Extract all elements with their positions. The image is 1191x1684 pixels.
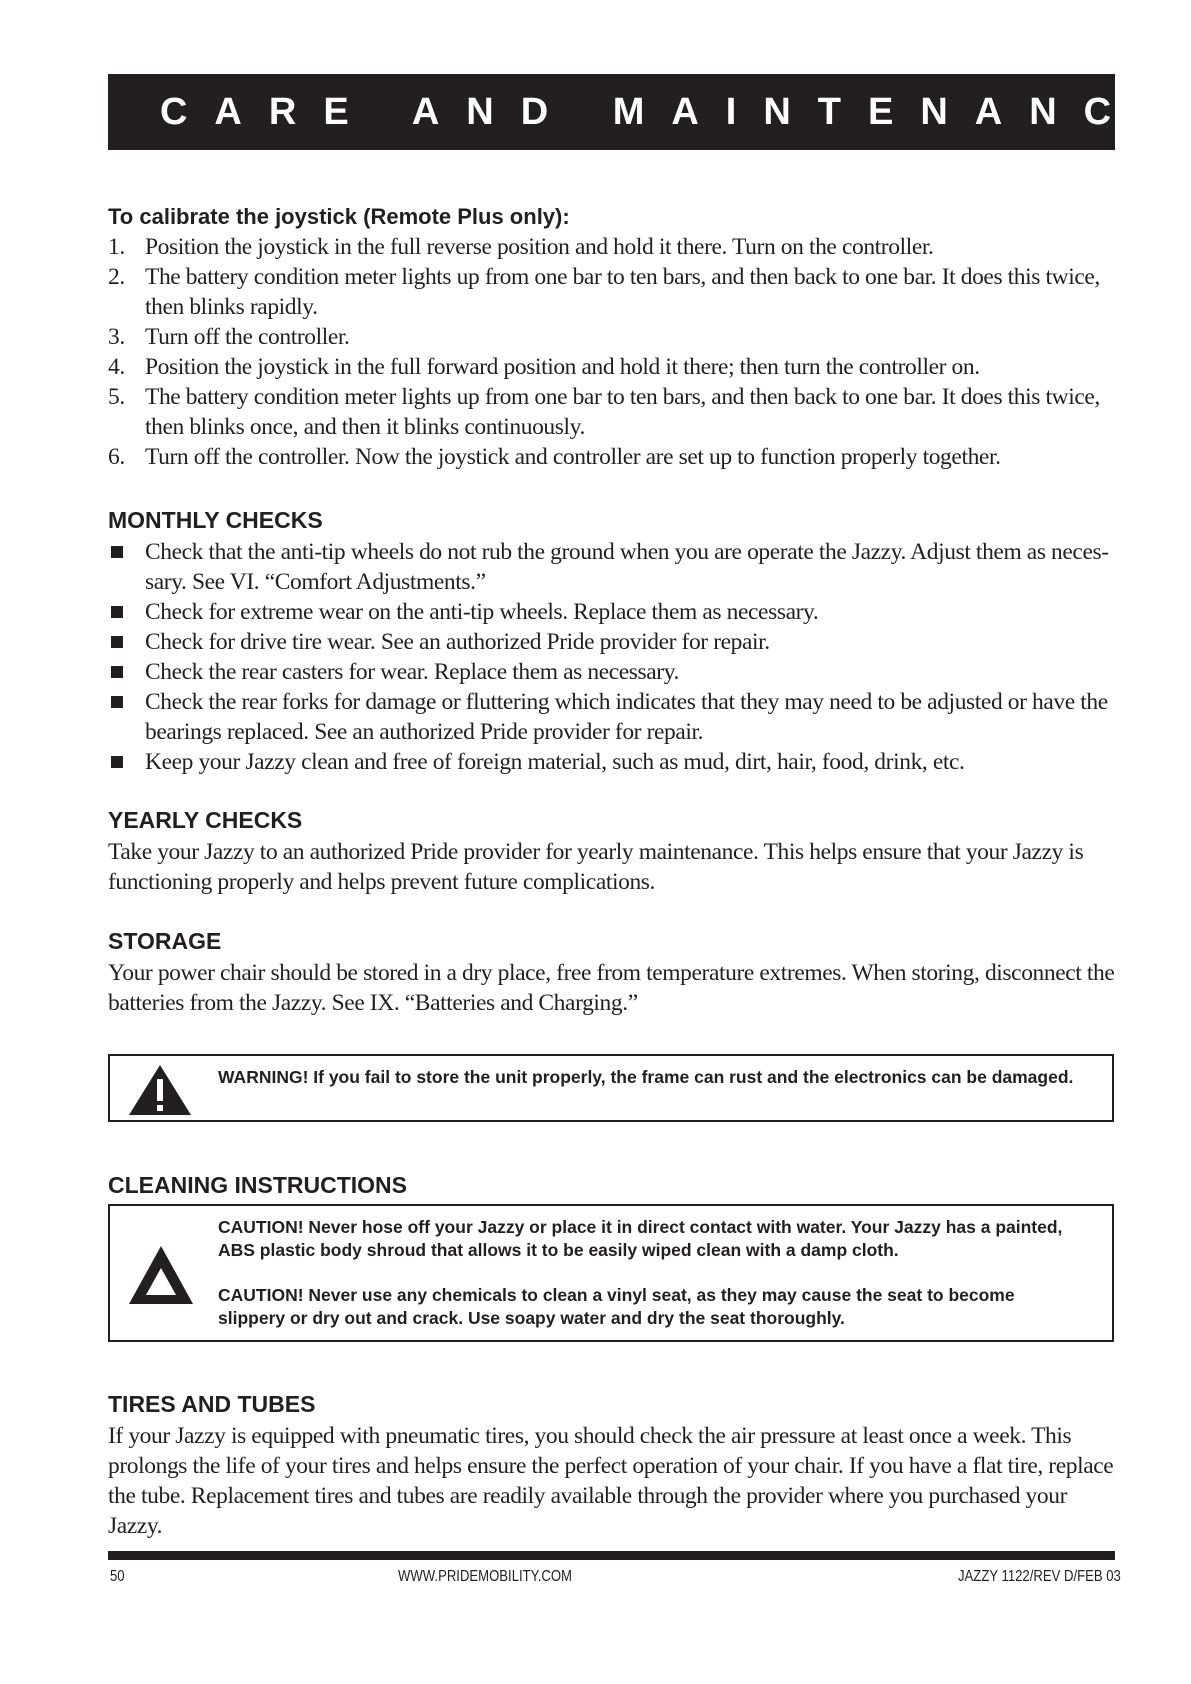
list-item bbox=[108, 627, 1118, 657]
page-number: 50 bbox=[110, 1568, 125, 1585]
bullet-square-icon bbox=[111, 756, 123, 768]
footer-doc-id: JAZZY 1122/REV D/FEB 03 bbox=[958, 1568, 1121, 1585]
storage-text: Your power chair should be stored in a dry place, free from temperature extremes. When storing, disconnect the batteries from the Jazzy. See IX. “Batteries and Charging.” bbox=[108, 960, 1115, 1016]
warning-box bbox=[108, 1054, 1114, 1122]
page-title: X. CARE AND MAINTENANCE bbox=[108, 74, 1115, 150]
step-text: Turn off the controller. bbox=[145, 324, 350, 350]
monthly-heading: MONTHLY CHECKS bbox=[108, 507, 323, 533]
monthly-section bbox=[108, 507, 1118, 777]
step-text: Position the joystick in the full forward position and hold it there; then turn the controller on. bbox=[145, 354, 980, 380]
tires-section bbox=[108, 1391, 1118, 1541]
list-item bbox=[108, 747, 1118, 777]
warning-exclamation-icon bbox=[127, 1063, 193, 1117]
yearly-text: Take your Jazzy to an authorized Pride provider for yearly maintenance. This helps ensure that your Jazzy is functioning properly and helps prevent future complications. bbox=[108, 839, 1084, 895]
step-text: The battery condition meter lights up from one bar to ten bars, and then back to one bar. It does this twice, then blinks once, and then it blinks continuously. bbox=[145, 384, 1100, 440]
check-text: Keep your Jazzy clean and free of foreign material, such as mud, dirt, hair, food, drink, etc. bbox=[145, 749, 965, 775]
step-text: Turn off the controller. Now the joystick and controller are set up to function properly together. bbox=[145, 444, 1001, 470]
check-text: Check that the anti-tip wheels do not rub the ground when you are operate the Jazzy. Adjust them as neces-sary. See VI. “Comfort Adjustments.” bbox=[145, 539, 1109, 595]
check-text: Check the rear casters for wear. Replace them as necessary. bbox=[145, 659, 680, 685]
check-text: Check for drive tire wear. See an authorized Pride provider for repair. bbox=[145, 629, 770, 655]
list-item bbox=[108, 597, 1118, 627]
list-item bbox=[108, 382, 1118, 442]
list-item bbox=[108, 657, 1118, 687]
check-text: Check for extreme wear on the anti-tip wheels. Replace them as necessary. bbox=[145, 599, 819, 625]
bullet-square-icon bbox=[111, 636, 123, 648]
footer-website: WWW.PRIDEMOBILITY.COM bbox=[398, 1568, 572, 1585]
list-item bbox=[108, 687, 1118, 747]
storage-section bbox=[108, 928, 1118, 1018]
footer-rule bbox=[108, 1551, 1115, 1560]
check-text: Check the rear forks for damage or fluttering which indicates that they may need to be adjusted or have the bearings replaced. See an authorized Pride provider for repair. bbox=[145, 689, 1108, 745]
list-item bbox=[108, 262, 1118, 322]
step-number: 1. bbox=[108, 234, 125, 260]
step-number: 5. bbox=[108, 384, 125, 410]
cleaning-section bbox=[108, 1172, 1118, 1199]
tires-heading: TIRES AND TUBES bbox=[108, 1391, 316, 1417]
list-item bbox=[108, 352, 1118, 382]
list-item bbox=[108, 442, 1118, 472]
caution-text-1: CAUTION! Never hose off your Jazzy or place it in direct contact with water. Your Jazzy has a painted, ABS plastic body shroud that allows it to be easily wiped clean with a damp cloth. bbox=[218, 1217, 1063, 1260]
calibrate-steps bbox=[108, 232, 1118, 472]
step-text: Position the joystick in the full reverse position and hold it there. Turn on the controller. bbox=[145, 234, 934, 260]
monthly-list bbox=[108, 537, 1118, 777]
list-item bbox=[108, 537, 1118, 597]
step-number: 6. bbox=[108, 444, 125, 470]
step-number: 4. bbox=[108, 354, 125, 380]
calibrate-section bbox=[108, 204, 1118, 472]
step-number: 3. bbox=[108, 324, 125, 350]
bullet-square-icon bbox=[111, 666, 123, 678]
caution-box bbox=[108, 1204, 1114, 1342]
list-item bbox=[108, 232, 1118, 262]
bullet-square-icon bbox=[111, 606, 123, 618]
yearly-section bbox=[108, 807, 1118, 897]
list-item bbox=[108, 322, 1118, 352]
step-text: The battery condition meter lights up from one bar to ten bars, and then back to one bar. It does this twice, then blinks rapidly. bbox=[145, 264, 1100, 320]
cleaning-heading: CLEANING INSTRUCTIONS bbox=[108, 1172, 407, 1198]
yearly-heading: YEARLY CHECKS bbox=[108, 807, 303, 833]
bullet-square-icon bbox=[111, 546, 123, 558]
tires-text: If your Jazzy is equipped with pneumatic tires, you should check the air pressure at least once a week. This prolongs the life of your tires and helps ensure the perfect operation of your chair. If you have a flat tire, replace the tube. Replacement tires and tubes are readily available through the provider where you purchased your Jazzy. bbox=[108, 1423, 1114, 1539]
caution-text-2: CAUTION! Never use any chemicals to clean a vinyl seat, as they may cause the seat to become slippery or dry out and crack. Use soapy water and dry the seat thoroughly. bbox=[218, 1285, 1015, 1328]
caution-triangle-icon bbox=[127, 1244, 195, 1306]
warning-text: WARNING! If you fail to store the unit properly, the frame can rust and the electronics can be damaged. bbox=[218, 1067, 1074, 1087]
storage-heading: STORAGE bbox=[108, 928, 222, 954]
step-number: 2. bbox=[108, 264, 125, 290]
calibrate-heading: To calibrate the joystick (Remote Plus only): bbox=[108, 204, 570, 229]
bullet-square-icon bbox=[111, 696, 123, 708]
